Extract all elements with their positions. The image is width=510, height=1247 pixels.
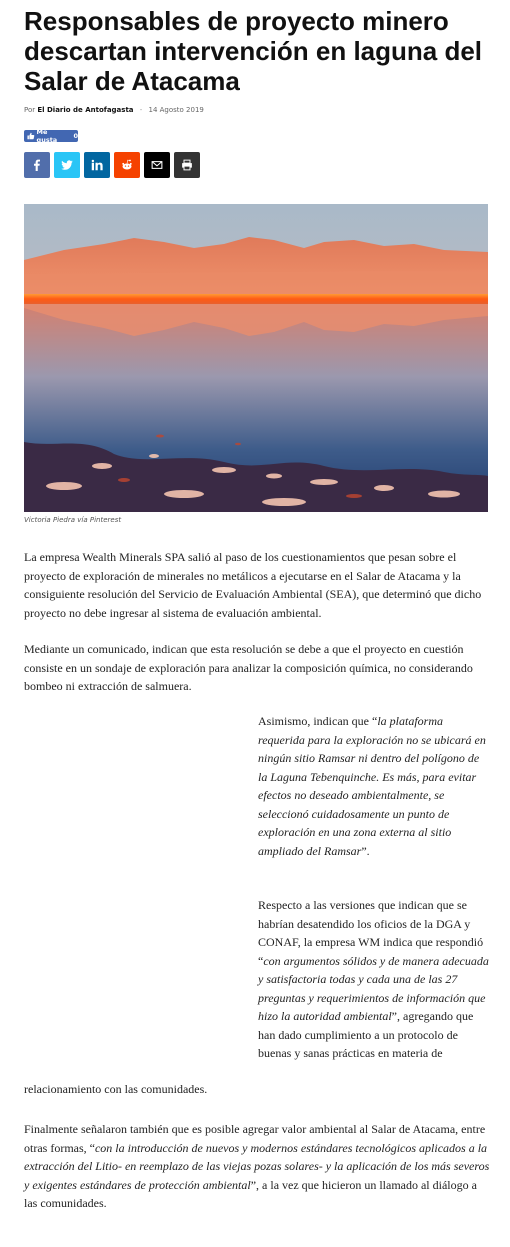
paragraph-2 (24, 640, 490, 696)
share-reddit-button[interactable] (114, 152, 140, 178)
paragraph-3-end: ”. (361, 843, 370, 858)
share-twitter-button[interactable] (54, 152, 80, 178)
share-print-button[interactable] (174, 152, 200, 178)
salar-landscape-image (24, 204, 488, 512)
meta-por: Por (24, 106, 36, 114)
twitter-icon (61, 159, 73, 171)
paragraph-3 (258, 712, 490, 860)
paragraph-5 (24, 1120, 490, 1213)
like-label: Me gusta (36, 128, 58, 144)
article-meta (24, 106, 490, 114)
publish-date: 14 Agosto 2019 (148, 106, 204, 114)
lake-hero-image (24, 204, 488, 512)
paragraph-4-end: ”, agregando que han dado cumplimiento a un protocolo de buenas y sanas prácticas en materia de (258, 1009, 474, 1060)
paragraph-4 (258, 896, 490, 1063)
author-link[interactable]: El Diario de Antofagasta (37, 106, 134, 114)
meta-separator: - (139, 106, 143, 114)
share-email-button[interactable] (144, 152, 170, 178)
linkedin-icon (91, 159, 103, 171)
article-title: Responsables de proyecto minero descartan intervención en laguna del Salar de Atacama (24, 6, 483, 96)
paragraph-4-continuation (24, 1080, 490, 1099)
share-facebook-button[interactable] (24, 152, 50, 178)
paragraph-5-end: ”, a la vez que hicieron un llamado al diálogo a las comunidades. (24, 1177, 477, 1210)
share-linkedin-button[interactable] (84, 152, 110, 178)
paragraph-5-quote: con la introducción de nuevos y modernos estándares tecnológicos aplicados a la extracción del Litio- en reemplazo de las viejas pozas solares- y la aplicación de los más severos y exigentes estándares de protección ambiental (24, 1140, 490, 1192)
facebook-like-button[interactable] (24, 130, 78, 142)
paragraph-3-lead: Asimismo, indican que “ (258, 714, 378, 728)
share-bar (24, 152, 200, 178)
paragraph-1 (24, 548, 490, 622)
paragraph-4-quote: con argumentos sólidos y de manera adecuada y satisfactoria todas y cada una de las 27 preguntas y requerimientos de información que hizo la autoridad ambiental (258, 953, 489, 1023)
facebook-icon (31, 159, 43, 171)
print-icon (181, 159, 193, 171)
image-caption: Victoria Piedra vía Pinterest (24, 516, 122, 524)
reddit-icon (121, 159, 133, 171)
thumbs-up-icon (27, 132, 35, 140)
paragraph-3-quote: la plataforma requerida para la exploración no se ubicará en ningún sitio Ramsar ni dentro del polígono de la Laguna Tebenquinche. Es más, para evitar efectos no deseado ambientalmente, se seleccionó cuidadosamente un punto de exploración en una zona externa al sitio ampliado del Ramsar (258, 714, 486, 858)
paragraph-1-text: La empresa Wealth Minerals SPA salió al paso de los cuestionamientos que pesan sobre el proyecto de exploración de minerales no metálicos a ejecutarse en el Salar de Atacama y la consiguiente resolución del Servicio de Evaluación Ambiental (SEA), que determinó que dicho proyecto no debe ingresar al sistema de evaluación ambiental. (24, 550, 482, 620)
paragraph-4-tail: relacionamiento con las comunidades. (24, 1082, 208, 1096)
paragraph-2-text: Mediante un comunicado, indican que esta resolución se debe a que el proyecto en cuestión consiste en un sondaje de exploración para analizar la composición química, no considerando bombeo ni extracción de salmuera. (24, 642, 473, 693)
article (24, 0, 490, 1210)
paragraph-5-lead: Finalmente señalaron también que es posible agregar valor ambiental al Salar de Atacama, entre otras formas, “ (24, 1122, 486, 1155)
email-icon (151, 159, 163, 171)
paragraph-4-lead: Respecto a las versiones que indican que se habrían desatendido los oficios de la DGA y CONAF, la empresa WM indica que respondió “ (258, 898, 484, 968)
like-count: 0 (73, 132, 78, 140)
